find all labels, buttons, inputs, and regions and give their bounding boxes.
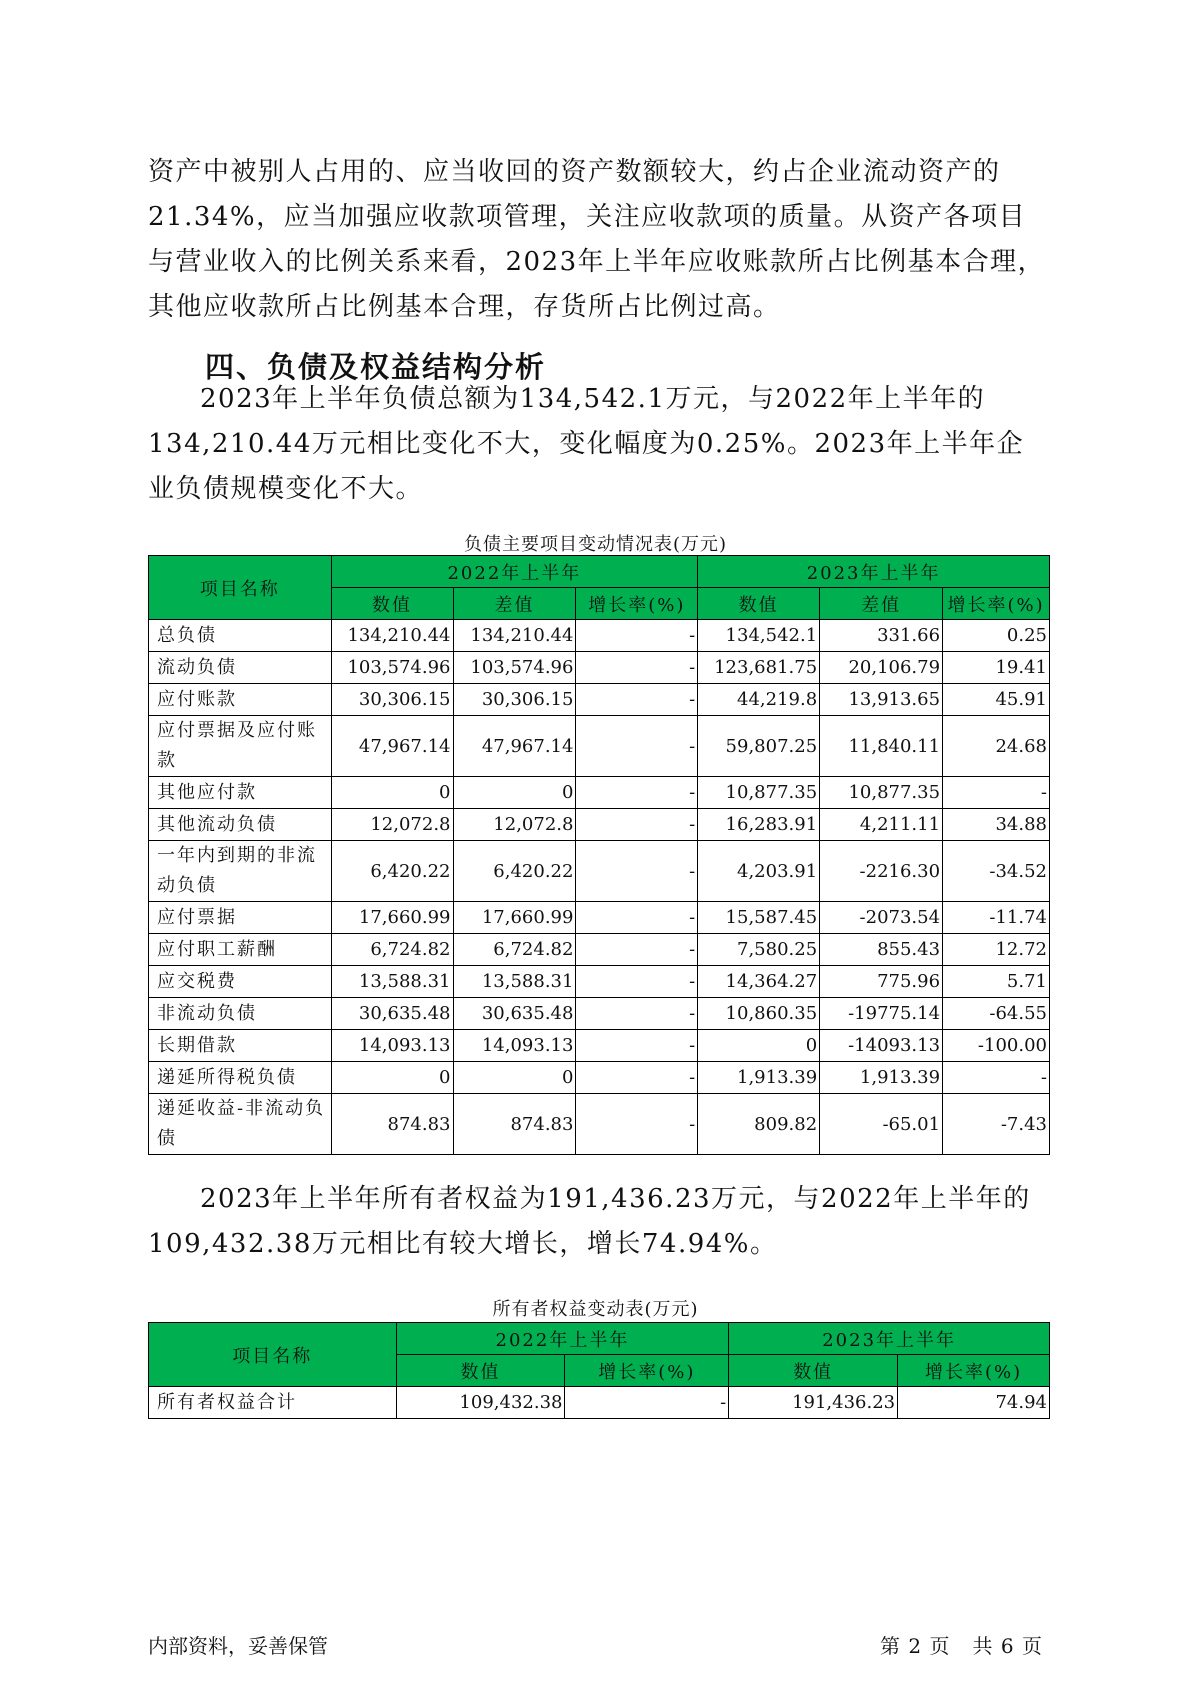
row-cell-r2: -64.55 <box>943 998 1050 1030</box>
eq-header-rate-2023: 增长率(%) <box>898 1355 1050 1387</box>
row-cell-v1: 30,306.15 <box>331 684 453 716</box>
row-cell-v2: 7,580.25 <box>698 934 820 966</box>
header-diff-2022: 差值 <box>453 588 576 620</box>
row-cell-r2: 45.91 <box>943 684 1050 716</box>
row-cell-d2: -14093.13 <box>820 1030 943 1062</box>
row-cell-v1: 0 <box>331 777 453 809</box>
row-cell-v1: 134,210.44 <box>331 620 453 652</box>
row-cell-d1: 103,574.96 <box>453 652 576 684</box>
row-cell-v1: 874.83 <box>331 1094 453 1155</box>
row-cell-v2: 4,203.91 <box>698 841 820 902</box>
table-row <box>149 716 1050 777</box>
row-item-name: 其他流动负债 <box>149 809 332 841</box>
paragraph-liability-summary: 2023年上半年负债总额为134,542.1万元，与2022年上半年的134,210.44万元相比变化不大，变化幅度为0.25%。2023年上半年企业负债规模变化不大。 <box>148 384 1025 504</box>
row-item-name: 应付职工薪酬 <box>149 934 332 966</box>
table-row <box>149 934 1050 966</box>
header-rate-2022: 增长率(%) <box>576 588 698 620</box>
row-cell-v2: 0 <box>698 1030 820 1062</box>
row-cell-r1: - <box>576 684 698 716</box>
row-cell-v2: 15,587.45 <box>698 902 820 934</box>
row-cell-v1: 109,432.38 <box>396 1387 565 1419</box>
row-cell-r1: - <box>576 1062 698 1094</box>
row-cell-v2: 123,681.75 <box>698 652 820 684</box>
row-item-name: 非流动负债 <box>149 998 332 1030</box>
row-cell-d1: 47,967.14 <box>453 716 576 777</box>
row-item-name: 递延收益-非流动负债 <box>149 1094 332 1155</box>
row-cell-d1: 12,072.8 <box>453 809 576 841</box>
eq-header-value-2023: 数值 <box>729 1355 898 1387</box>
row-cell-v2: 191,436.23 <box>729 1387 898 1419</box>
row-cell-v2: 10,860.35 <box>698 998 820 1030</box>
row-cell-v2: 809.82 <box>698 1094 820 1155</box>
row-cell-r2: -7.43 <box>943 1094 1050 1155</box>
row-cell-r1: - <box>576 1094 698 1155</box>
table-row <box>149 620 1050 652</box>
row-cell-r2: 74.94 <box>898 1387 1050 1419</box>
row-cell-v1: 12,072.8 <box>331 809 453 841</box>
row-cell-d2: -2073.54 <box>820 902 943 934</box>
row-cell-d1: 30,635.48 <box>453 998 576 1030</box>
row-cell-r2: -11.74 <box>943 902 1050 934</box>
row-cell-r2: 12.72 <box>943 934 1050 966</box>
table-row <box>149 809 1050 841</box>
table-row <box>149 998 1050 1030</box>
footer-page-number: 第 2 页 共 6 页 <box>880 1634 1043 1658</box>
row-cell-r1: - <box>576 902 698 934</box>
liability-table <box>148 555 1050 1155</box>
row-cell-v1: 30,635.48 <box>331 998 453 1030</box>
row-cell-r2: 19.41 <box>943 652 1050 684</box>
row-cell-d1: 134,210.44 <box>453 620 576 652</box>
table-row <box>149 777 1050 809</box>
row-cell-d2: 11,840.11 <box>820 716 943 777</box>
row-cell-r1: - <box>565 1387 729 1419</box>
row-cell-v1: 13,588.31 <box>331 966 453 998</box>
row-cell-r1: - <box>576 934 698 966</box>
table-row <box>149 684 1050 716</box>
eq-header-period-2022: 2022年上半年 <box>396 1323 729 1355</box>
table-row <box>149 1387 1050 1419</box>
row-cell-v1: 6,724.82 <box>331 934 453 966</box>
row-cell-r2: - <box>943 1062 1050 1094</box>
eq-header-item-name: 项目名称 <box>149 1323 397 1387</box>
table-row <box>149 966 1050 998</box>
header-diff-2023: 差值 <box>820 588 943 620</box>
row-cell-r2: 5.71 <box>943 966 1050 998</box>
table-row <box>149 1030 1050 1062</box>
header-rate-2023: 增长率(%) <box>943 588 1050 620</box>
row-cell-d1: 6,420.22 <box>453 841 576 902</box>
header-period-2022: 2022年上半年 <box>331 556 698 588</box>
row-cell-d2: 4,211.11 <box>820 809 943 841</box>
row-cell-r2: 0.25 <box>943 620 1050 652</box>
footer-confidential-note: 内部资料，妥善保管 <box>148 1634 328 1658</box>
row-item-name: 递延所得税负债 <box>149 1062 332 1094</box>
row-item-name: 所有者权益合计 <box>149 1387 397 1419</box>
row-cell-d2: 13,913.65 <box>820 684 943 716</box>
row-cell-v2: 134,542.1 <box>698 620 820 652</box>
row-cell-v1: 14,093.13 <box>331 1030 453 1062</box>
eq-header-period-2023: 2023年上半年 <box>729 1323 1050 1355</box>
header-value-2023: 数值 <box>698 588 820 620</box>
table-row <box>149 902 1050 934</box>
row-cell-v1: 17,660.99 <box>331 902 453 934</box>
row-cell-d2: 331.66 <box>820 620 943 652</box>
header-item-name: 项目名称 <box>149 556 332 620</box>
row-item-name: 其他应付款 <box>149 777 332 809</box>
row-cell-r1: - <box>576 841 698 902</box>
row-cell-d1: 6,724.82 <box>453 934 576 966</box>
row-cell-d2: 855.43 <box>820 934 943 966</box>
row-cell-v2: 10,877.35 <box>698 777 820 809</box>
row-item-name: 应付票据 <box>149 902 332 934</box>
equity-table-caption: 所有者权益变动表(万元) <box>492 1299 699 1320</box>
row-cell-r2: -100.00 <box>943 1030 1050 1062</box>
equity-table <box>148 1322 1050 1419</box>
row-cell-v2: 14,364.27 <box>698 966 820 998</box>
header-value-2022: 数值 <box>331 588 453 620</box>
row-cell-d1: 0 <box>453 1062 576 1094</box>
row-cell-v2: 16,283.91 <box>698 809 820 841</box>
row-cell-r2: 24.68 <box>943 716 1050 777</box>
row-cell-r2: -34.52 <box>943 841 1050 902</box>
row-cell-v1: 47,967.14 <box>331 716 453 777</box>
row-cell-r1: - <box>576 716 698 777</box>
paragraph-asset-analysis: 资产中被别人占用的、应当收回的资产数额较大，约占企业流动资产的21.34%，应当加强应收款项管理，关注应收款项的质量。从资产各项目与营业收入的比例关系来看，2023年上半年应收账款所占比例基本合理，其他应收款所占比例基本合理，存货所占比例过高。 <box>148 157 1046 322</box>
liability-table-caption: 负债主要项目变动情况表(万元) <box>463 534 728 555</box>
row-cell-d1: 14,093.13 <box>453 1030 576 1062</box>
row-cell-r1: - <box>576 777 698 809</box>
section-heading: 四、负债及权益结构分析 <box>205 350 547 384</box>
row-cell-d1: 13,588.31 <box>453 966 576 998</box>
row-cell-v1: 0 <box>331 1062 453 1094</box>
row-cell-d2: -65.01 <box>820 1094 943 1155</box>
row-item-name: 应付账款 <box>149 684 332 716</box>
table-row <box>149 1062 1050 1094</box>
table-row <box>149 652 1050 684</box>
row-item-name: 总负债 <box>149 620 332 652</box>
row-cell-r1: - <box>576 1030 698 1062</box>
eq-header-value-2022: 数值 <box>396 1355 565 1387</box>
paragraph-equity-summary: 2023年上半年所有者权益为191,436.23万元，与2022年上半年的109,432.38万元相比有较大增长，增长74.94%。 <box>148 1184 1031 1259</box>
row-cell-r1: - <box>576 620 698 652</box>
row-cell-v2: 59,807.25 <box>698 716 820 777</box>
row-cell-d2: 20,106.79 <box>820 652 943 684</box>
row-cell-d2: -19775.14 <box>820 998 943 1030</box>
row-cell-r1: - <box>576 966 698 998</box>
row-cell-d2: 10,877.35 <box>820 777 943 809</box>
header-period-2023: 2023年上半年 <box>698 556 1050 588</box>
row-cell-r1: - <box>576 652 698 684</box>
row-item-name: 长期借款 <box>149 1030 332 1062</box>
row-cell-d2: 1,913.39 <box>820 1062 943 1094</box>
row-item-name: 应付票据及应付账款 <box>149 716 332 777</box>
table-row <box>149 1094 1050 1155</box>
row-cell-d1: 17,660.99 <box>453 902 576 934</box>
row-cell-d2: 775.96 <box>820 966 943 998</box>
eq-header-rate-2022: 增长率(%) <box>565 1355 729 1387</box>
row-cell-r1: - <box>576 998 698 1030</box>
row-item-name: 流动负债 <box>149 652 332 684</box>
row-cell-d1: 874.83 <box>453 1094 576 1155</box>
row-cell-d1: 30,306.15 <box>453 684 576 716</box>
row-cell-r2: - <box>943 777 1050 809</box>
row-item-name: 应交税费 <box>149 966 332 998</box>
row-cell-d2: -2216.30 <box>820 841 943 902</box>
row-cell-v2: 44,219.8 <box>698 684 820 716</box>
row-cell-d1: 0 <box>453 777 576 809</box>
row-cell-v2: 1,913.39 <box>698 1062 820 1094</box>
row-cell-r2: 34.88 <box>943 809 1050 841</box>
row-cell-v1: 103,574.96 <box>331 652 453 684</box>
row-item-name: 一年内到期的非流动负债 <box>149 841 332 902</box>
row-cell-r1: - <box>576 809 698 841</box>
table-row <box>149 841 1050 902</box>
row-cell-v1: 6,420.22 <box>331 841 453 902</box>
